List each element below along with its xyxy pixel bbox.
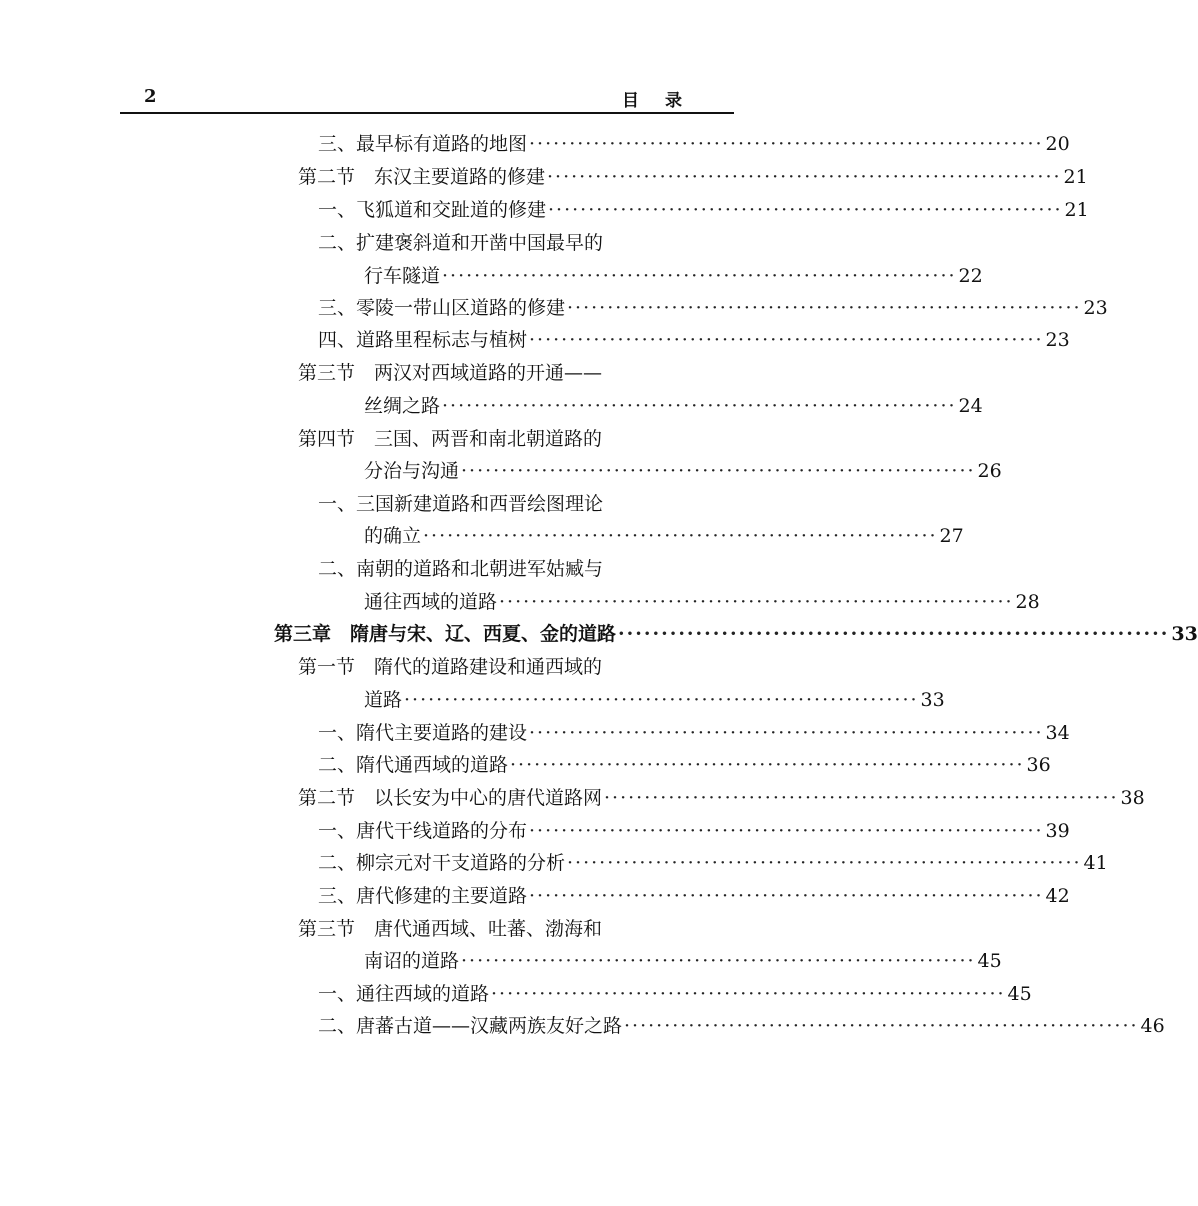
toc-entry-text: 二、扩建褒斜道和开凿中国最早的	[318, 232, 604, 254]
leader-dots: ································································	[529, 329, 1044, 351]
toc-entry-text: 二、隋代通西域的道路	[318, 754, 509, 776]
toc-entry-page: 39	[1045, 820, 1070, 842]
leader-dots: ································································	[461, 460, 976, 482]
toc-entry-text: 二、柳宗元对干支道路的分析	[318, 852, 566, 874]
toc-entry	[364, 392, 983, 420]
toc-entry-page: 26	[977, 460, 1002, 482]
toc-entry-page: 33	[920, 689, 945, 711]
toc-entry-text: 通往西域的道路	[364, 591, 498, 613]
leader-dots: ································································	[510, 754, 1025, 776]
toc-entry-text: 丝绸之路	[364, 395, 441, 417]
toc-entry-page: 24	[958, 395, 983, 417]
toc-entry	[318, 294, 1108, 322]
toc-entry-text: 三、最早标有道路的地图	[318, 133, 528, 155]
leader-dots: ································································	[461, 950, 976, 972]
toc-entry-text: 二、唐蕃古道——汉藏两族友好之路	[318, 1015, 623, 1037]
toc-entry	[318, 196, 1089, 224]
leader-dots: ································································	[567, 852, 1082, 874]
page-header	[120, 86, 734, 112]
toc-entry	[298, 163, 1088, 191]
leader-dots: ································································	[618, 623, 1170, 645]
toc-entry	[298, 784, 1145, 812]
toc-entry-text: 三、唐代修建的主要道路	[318, 885, 528, 907]
leader-dots: ································································	[529, 885, 1044, 907]
toc-entry-text: 第二节 以长安为中心的唐代道路网	[298, 787, 603, 809]
toc-entry-text: 的确立	[364, 525, 422, 547]
header-rule	[120, 112, 734, 114]
toc-entry-page: 33	[1171, 623, 1198, 645]
toc-entry-page: 21	[1064, 199, 1089, 221]
toc-entry-text: 分治与沟通	[364, 460, 460, 482]
toc-entry-text: 一、飞狐道和交趾道的修建	[318, 199, 547, 221]
toc-entry-page: 42	[1045, 885, 1070, 907]
toc-entry-text: 三、零陵一带山区道路的修建	[318, 297, 566, 319]
toc-entry-text: 第一节 隋代的道路建设和通西域的	[298, 656, 603, 678]
toc-entry-text: 行车隧道	[364, 265, 441, 287]
toc-entry	[318, 490, 734, 518]
toc-entry	[298, 425, 734, 453]
toc-entry	[318, 849, 1108, 877]
toc-entry	[318, 555, 734, 583]
toc-entry-text: 第三节 唐代通西域、吐蕃、渤海和	[298, 918, 603, 940]
toc-entry-page: 23	[1045, 329, 1070, 351]
leader-dots: ································································	[624, 1015, 1139, 1037]
toc-entry-text: 一、唐代干线道路的分布	[318, 820, 528, 842]
toc-entry-page: 27	[939, 525, 964, 547]
toc-entry-text: 第二节 东汉主要道路的修建	[298, 166, 546, 188]
toc-entry	[364, 686, 945, 714]
toc-entry-page: 23	[1083, 297, 1108, 319]
toc-entry-page: 34	[1045, 722, 1070, 744]
toc-entry	[364, 457, 1002, 485]
toc-entry-text: 四、道路里程标志与植树	[318, 329, 528, 351]
toc-entry-page: 38	[1120, 787, 1145, 809]
header-title: 目录	[622, 91, 708, 111]
toc-entry	[298, 915, 734, 943]
toc-entry	[318, 326, 1070, 354]
toc-entry-text: 一、隋代主要道路的建设	[318, 722, 528, 744]
toc-entry-page: 28	[1015, 591, 1040, 613]
toc-entry	[318, 1012, 1165, 1040]
toc-entry-page: 21	[1063, 166, 1088, 188]
toc-chapter-entry	[274, 620, 1198, 648]
leader-dots: ································································	[491, 983, 1006, 1005]
toc-entry	[364, 947, 1002, 975]
leader-dots: ································································	[529, 133, 1044, 155]
toc-entry-page: 46	[1140, 1015, 1165, 1037]
toc-entry	[298, 653, 734, 681]
toc-entry	[364, 262, 983, 290]
leader-dots: ································································	[529, 820, 1044, 842]
toc-entry-page: 36	[1026, 754, 1051, 776]
leader-dots: ································································	[423, 525, 938, 547]
toc-entry-text: 道路	[364, 689, 403, 711]
toc-entry	[298, 359, 734, 387]
toc-entry	[318, 882, 1070, 910]
leader-dots: ································································	[404, 689, 919, 711]
toc-entry-page: 20	[1045, 133, 1070, 155]
toc-entry-text: 第三章 隋唐与宋、辽、西夏、金的道路	[274, 623, 617, 645]
leader-dots: ································································	[567, 297, 1082, 319]
toc-entry-page: 45	[977, 950, 1002, 972]
toc-entry-text: 一、三国新建道路和西晋绘图理论	[318, 493, 604, 515]
leader-dots: ································································	[499, 591, 1014, 613]
toc-entry-text: 二、南朝的道路和北朝进军姑臧与	[318, 558, 604, 580]
toc-entry	[364, 588, 1040, 616]
toc-entry-text: 第四节 三国、两晋和南北朝道路的	[298, 428, 603, 450]
toc-entry-text: 南诏的道路	[364, 950, 460, 972]
toc-entry	[318, 130, 1070, 158]
toc-entry-text: 一、通往西域的道路	[318, 983, 490, 1005]
toc-entry	[318, 229, 734, 257]
leader-dots: ································································	[548, 199, 1063, 221]
page-number: 2	[144, 86, 157, 107]
toc-entry	[318, 980, 1032, 1008]
leader-dots: ································································	[529, 722, 1044, 744]
toc-entry	[318, 719, 1070, 747]
toc-entry	[364, 522, 964, 550]
toc-entry	[318, 751, 1051, 779]
toc-entry-text: 第三节 两汉对西域道路的开通——	[298, 362, 603, 384]
leader-dots: ································································	[604, 787, 1119, 809]
toc-entry	[318, 817, 1070, 845]
toc-entry-page: 22	[958, 265, 983, 287]
leader-dots: ································································	[442, 265, 957, 287]
leader-dots: ································································	[547, 166, 1062, 188]
toc-entry-page: 41	[1083, 852, 1108, 874]
toc-entry-page: 45	[1007, 983, 1032, 1005]
leader-dots: ································································	[442, 395, 957, 417]
